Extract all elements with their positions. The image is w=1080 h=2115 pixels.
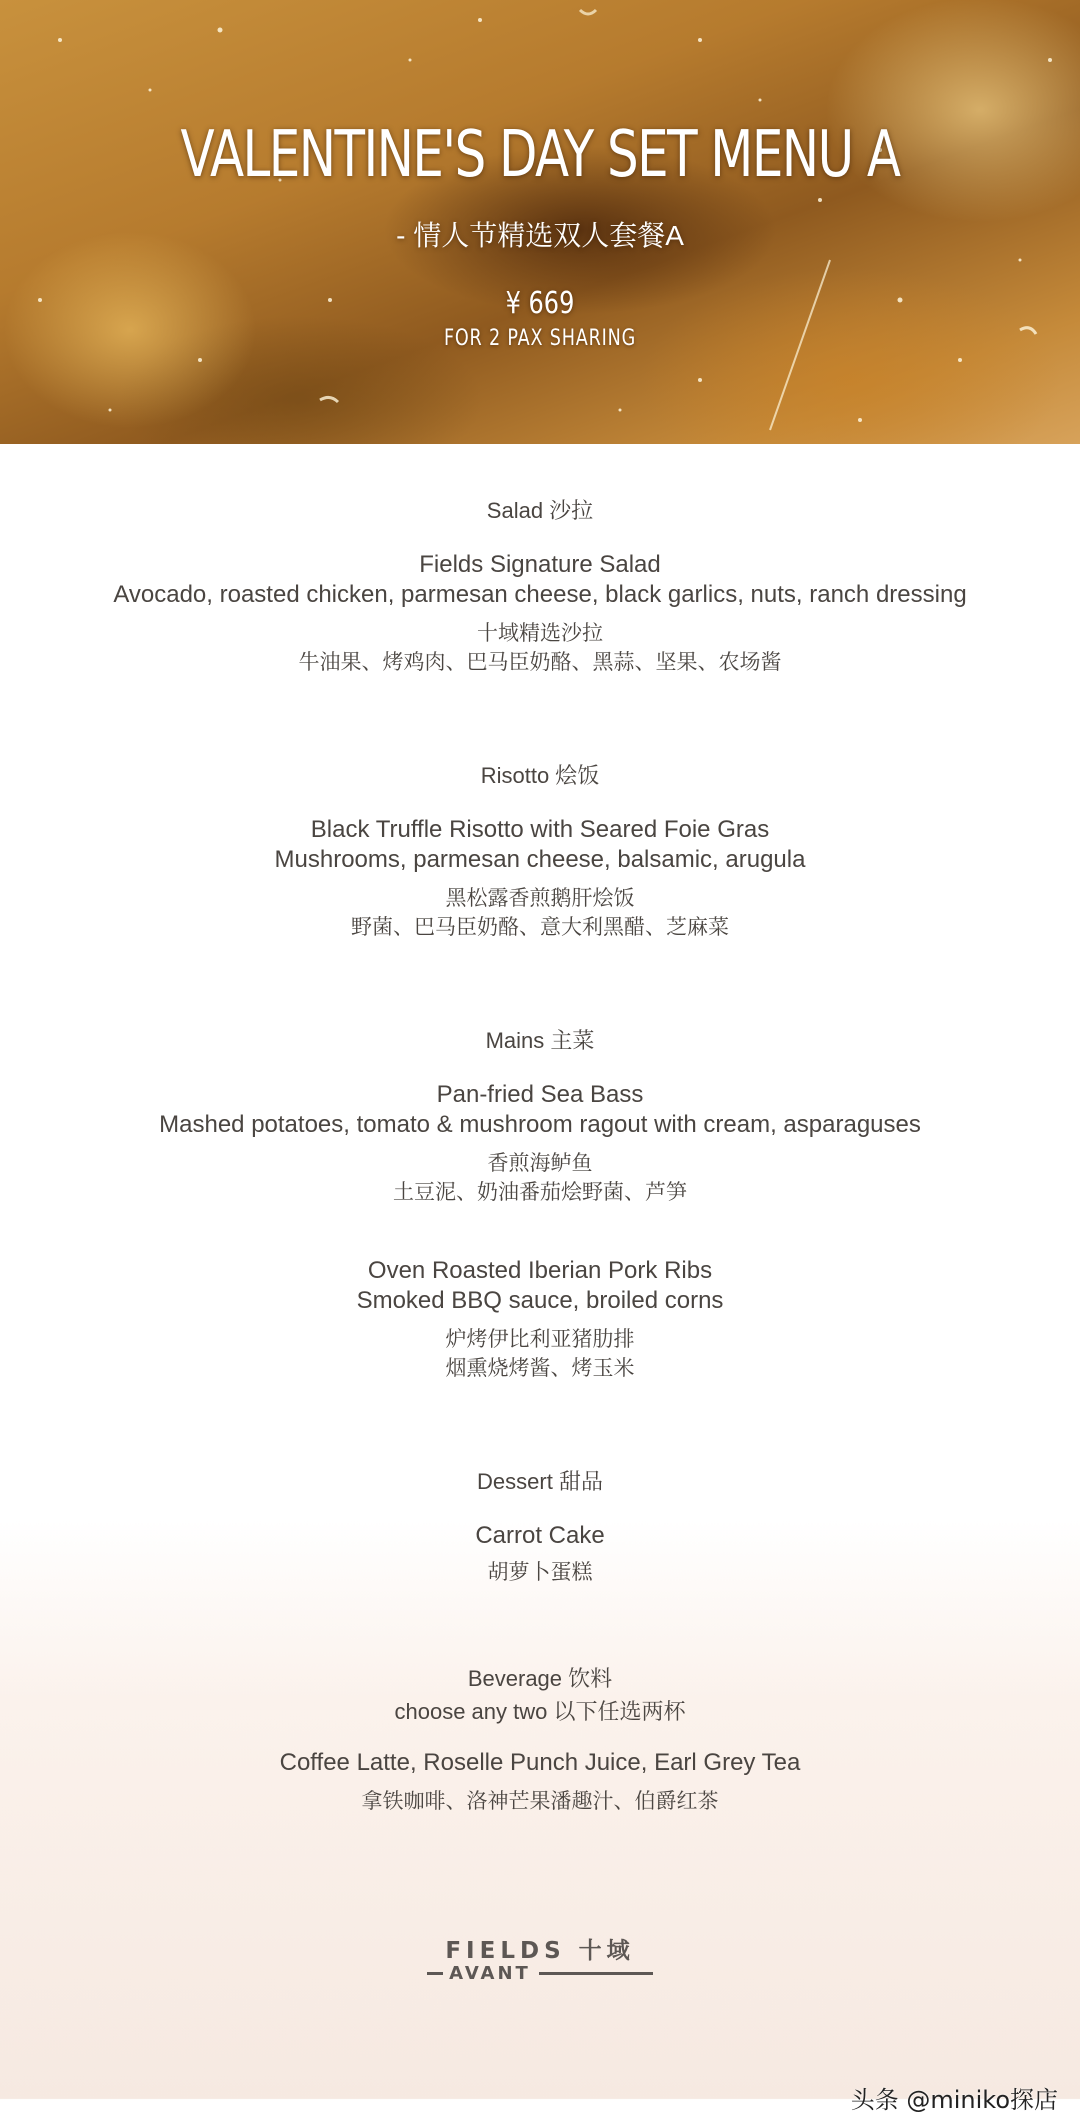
dish-name: Pan-fried Sea Bass: [436, 1081, 644, 1108]
beverage-items-zh: 拿铁咖啡、洛神芒果潘趣汁、伯爵红茶: [361, 1790, 719, 1813]
section-heading-beverage: Beverage 饮料: [467, 1666, 613, 1691]
hero-banner: [0, 0, 1080, 444]
dish-name-zh: 香煎海鲈鱼: [487, 1152, 593, 1175]
dish-name: Oven Roasted Iberian Pork Ribs: [367, 1257, 713, 1284]
dish-name-zh: 炉烤伊比利亚猪肋排: [445, 1328, 635, 1351]
dish-name-zh: 胡萝卜蛋糕: [487, 1561, 593, 1584]
dish-description-zh: 烟熏烧烤酱、烤玉米: [445, 1357, 635, 1380]
dish-description: Avocado, roasted chicken, parmesan cheese, black garlics, nuts, ranch dressing: [113, 581, 967, 608]
dish-description: Mushrooms, parmesan cheese, balsamic, arugula: [274, 846, 806, 873]
section-heading-dessert: Dessert 甜品: [477, 1469, 603, 1494]
dish-name-zh: 黑松露香煎鹅肝烩饭: [445, 887, 635, 910]
section-heading-mains: Mains 主菜: [485, 1028, 595, 1053]
dish-description-zh: 野菌、巴马臣奶酪、意大利黑醋、芝麻菜: [351, 916, 729, 939]
menu-title: VALENTINE'S DAY SET MENU A: [180, 118, 900, 192]
logo-subline: [427, 1963, 653, 1983]
watermark: 头条 @miniko探店: [850, 2086, 1058, 2114]
section-heading-salad: Salad 沙拉: [486, 498, 594, 523]
logo-rule-left: [427, 1972, 443, 1975]
logo-wordmark: FIELDS 十域: [445, 1938, 635, 1964]
dish-description-zh: 土豆泥、奶油番茄烩野菌、芦笋: [393, 1181, 687, 1204]
logo-avant: AVANT: [449, 1963, 531, 1984]
dish-name-zh: 十域精选沙拉: [477, 622, 603, 645]
dish-description: Mashed potatoes, tomato & mushroom ragout with cream, asparaguses: [159, 1111, 921, 1138]
logo-rule-right: [539, 1972, 653, 1975]
section-heading-risotto: Risotto 烩饭: [480, 763, 600, 788]
dish-name: Carrot Cake: [475, 1522, 605, 1549]
beverage-items: Coffee Latte, Roselle Punch Juice, Earl Grey Tea: [279, 1749, 801, 1776]
beverage-note: choose any two 以下任选两杯: [394, 1699, 686, 1724]
dish-name: Black Truffle Risotto with Seared Foie Gras: [310, 816, 770, 843]
dish-name: Fields Signature Salad: [419, 551, 661, 578]
menu-subtitle-zh: - 情人节精选双人套餐A: [396, 220, 684, 251]
dish-description-zh: 牛油果、烤鸡肉、巴马臣奶酪、黑蒜、坚果、农场酱: [298, 651, 782, 674]
dish-description: Smoked BBQ sauce, broiled corns: [356, 1287, 724, 1314]
menu-pax: FOR 2 PAX SHARING: [443, 326, 637, 351]
menu-price: ¥ 669: [505, 286, 575, 321]
fields-avant-logo: [427, 1932, 653, 1984]
